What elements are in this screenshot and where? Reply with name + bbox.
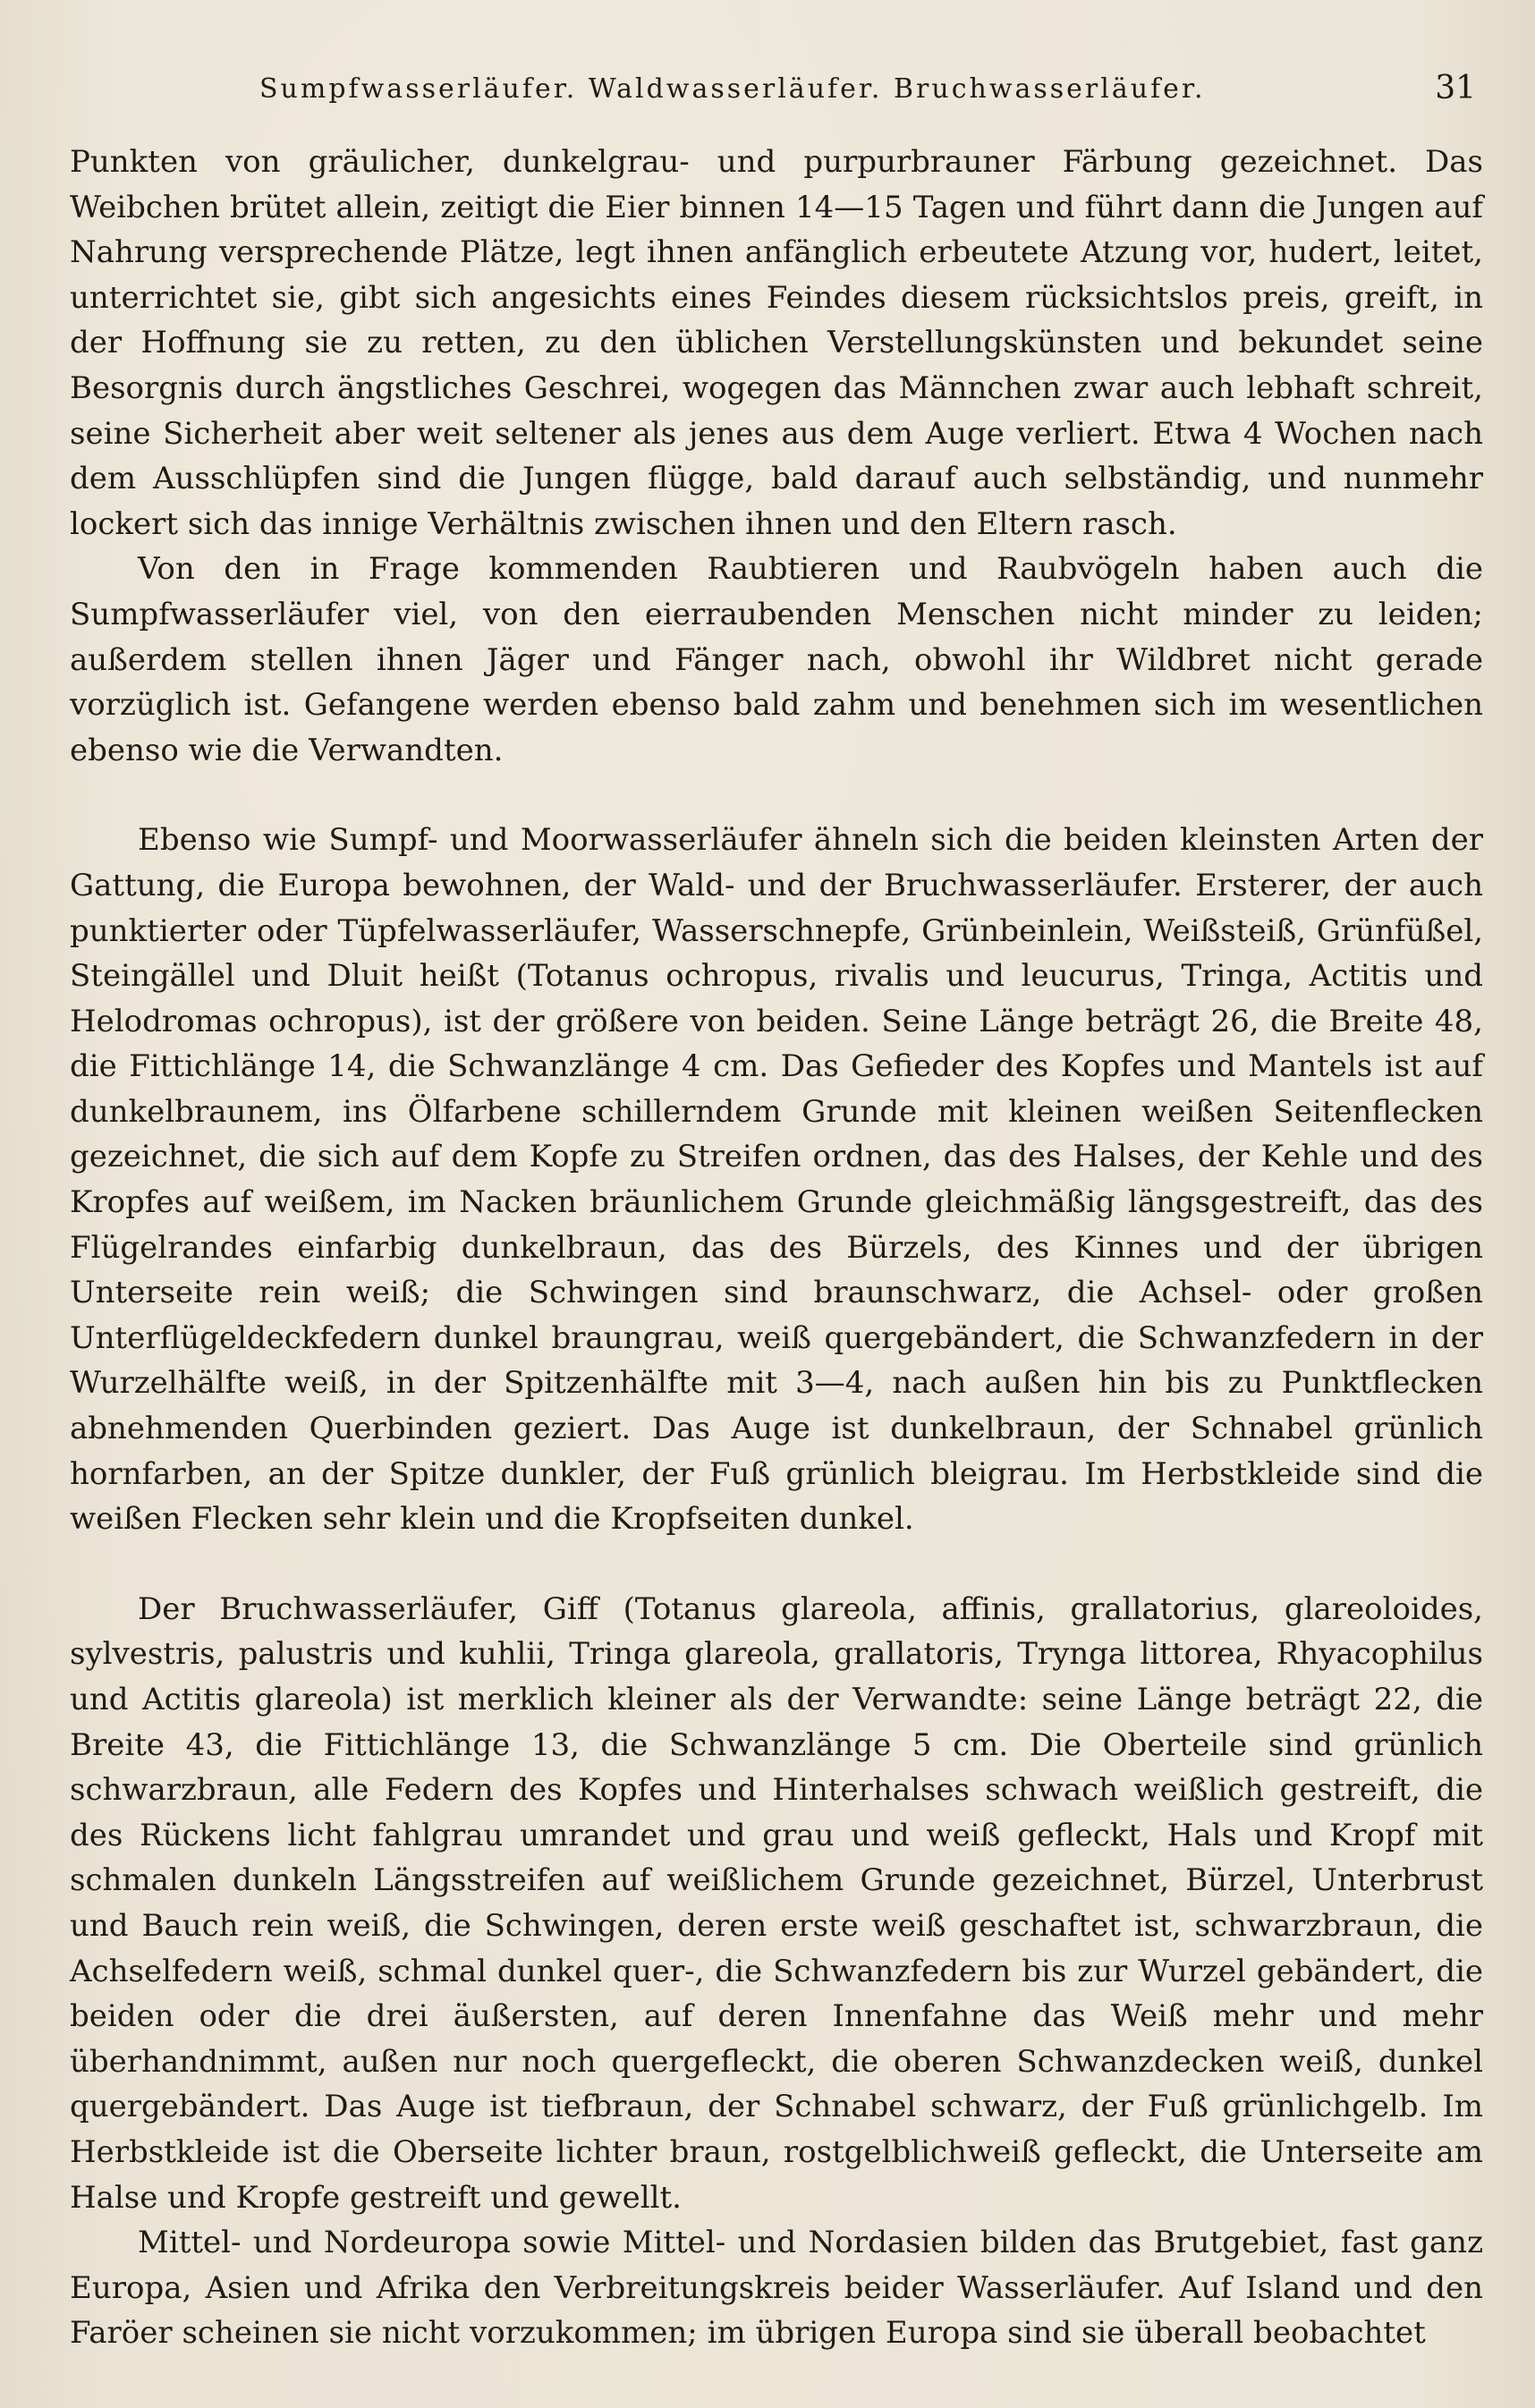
section-gap — [70, 1542, 1483, 1587]
page-header — [259, 70, 1476, 114]
body-text — [70, 140, 1483, 2356]
paragraph-nesting-continued: Punkten von gräulicher, dunkelgrau- und purpurbrauner Färbung gezeichnet. Das Weibchen brütet allein, zeitigt die Eier binnen 14—15 Tagen und führt dann die Jungen auf Nahrung versprechende Plätze, legt ihnen anfänglich erbeutete Atzung vor, hudert, leitet, unterrichtet sie, gibt sich angesichts eines Feindes diesem rücksichtslos preis, greift, in der Hoffnung sie zu retten, zu den üblichen Verstellungskünsten und bekundet seine Besorgnis durch ängstliches Geschrei, wogegen das Männchen zwar auch lebhaft schreit, seine Sicherheit aber weit seltener als jenes aus dem Auge verliert. Etwa 4 Wochen nach dem Ausschlüpfen sind die Jungen flügge, bald darauf auch selbständig, und nunmehr lockert sich das innige Verhältnis zwischen ihnen und den Eltern rasch. — [70, 144, 1483, 542]
page-number: 31 — [1435, 70, 1476, 106]
paragraph-bruchwasserlaeufer: Der Bruchwasserläufer, Giff (Totanus glareola, affinis, grallatorius, glareoloides, sylvestris, palustris und kuhlii, Tringa glareola, grallatoris, Trynga littorea, Rhyacophilus und Actitis glareola) ist merklich kleiner als der Verwandte: seine Länge beträgt 22, die Breite 43, die Fittichlänge 13, die Schwanzlänge 5 cm. Die Oberteile sind grünlich schwarzbraun, alle Federn des Kopfes und Hinterhalses schwach weißlich gestreift, die des Rückens licht fahlgrau umrandet und grau und weiß gefleckt, Hals und Kropf mit schmalen dunkeln Längsstreifen auf weißlichem Grunde gezeichnet, Bürzel, Unterbrust und Bauch rein weiß, die Schwingen, deren erste weiß geschaftet ist, schwarzbraun, die Achselfedern weiß, schmal dunkel quer-, die Schwanzfedern bis zur Wurzel gebändert, die beiden oder die drei äußersten, auf deren Innenfahne das Weiß mehr und mehr überhandnimmt, außen nur noch quergefleckt, die oberen Schwanzdecken weiß, dunkel quergebändert. Das Auge ist tiefbraun, der Schnabel schwarz, der Fuß grünlichgelb. Im Herbstkleide ist die Oberseite lichter braun, rostgelblichweiß gefleckt, die Unterseite am Halse und Kropfe gestreift und gewellt. — [70, 1590, 1483, 2216]
running-title: Sumpfwasserläufer. Waldwasserläufer. Bruchwasserläufer. — [259, 73, 1206, 105]
paragraph-predators: Von den in Frage kommenden Raubtieren und Raubvögeln haben auch die Sumpfwasserläufer viel, von den eierraubenden Menschen nicht minder zu leiden; außerdem stellen ihnen Jäger und Fänger nach, obwohl ihr Wildbret nicht gerade vorzüglich ist. Gefangene werden ebenso bald zahm und benehmen sich im wesentlichen ebenso wie die Verwandten. — [70, 551, 1483, 768]
paragraph-distribution: Mittel- und Nordeuropa sowie Mittel- und Nordasien bilden das Brutgebiet, fast ganz Europa, Asien und Afrika den Verbreitungskreis beider Wasserläufer. Auf Island und den Faröer scheinen sie nicht vorzukommen; im übrigen Europa sind sie überall beobachtet — [70, 2225, 1483, 2352]
section-gap — [70, 773, 1483, 818]
paragraph-waldwasserlaeufer: Ebenso wie Sumpf- und Moorwasserläufer ähneln sich die beiden kleinsten Arten der Gattung, die Europa bewohnen, der Wald- und der Bruchwasserläufer. Ersterer, der auch punktierter oder Tüpfelwasserläufer, Wasserschnepfe, Grünbeinlein, Weißsteiß, Grünfüßel, Steingällel und Dluit heißt (Totanus ochropus, rivalis und leucurus, Tringa, Actitis und Helodromas ochropus), ist der größere von beiden. Seine Länge beträgt 26, die Breite 48, die Fittichlänge 14, die Schwanzlänge 4 cm. Das Gefieder des Kopfes und Mantels ist auf dunkelbraunem, ins Ölfarbene schillerndem Grunde mit kleinen weißen Seitenflecken gezeichnet, die sich auf dem Kopfe zu Streifen ordnen, das des Halses, der Kehle und des Kropfes auf weißem, im Nacken bräunlichem Grunde gleichmäßig längsgestreift, das des Flügelrandes einfarbig dunkelbraun, das des Bürzels, des Kinnes und der übrigen Unterseite rein weiß; die Schwingen sind braunschwarz, die Achsel- oder großen Unterflügeldeckfedern dunkel braungrau, weiß quergebändert, die Schwanzfedern in der Wurzelhälfte weiß, in der Spitzenhälfte mit 3—4, nach außen hin bis zu Punktflecken abnehmenden Querbinden geziert. Das Auge ist dunkelbraun, der Schnabel grünlich hornfarben, an der Spitze dunkler, der Fuß grünlich bleigrau. Im Herbstkleide sind die weißen Flecken sehr klein und die Kropfseiten dunkel. — [70, 822, 1483, 1538]
